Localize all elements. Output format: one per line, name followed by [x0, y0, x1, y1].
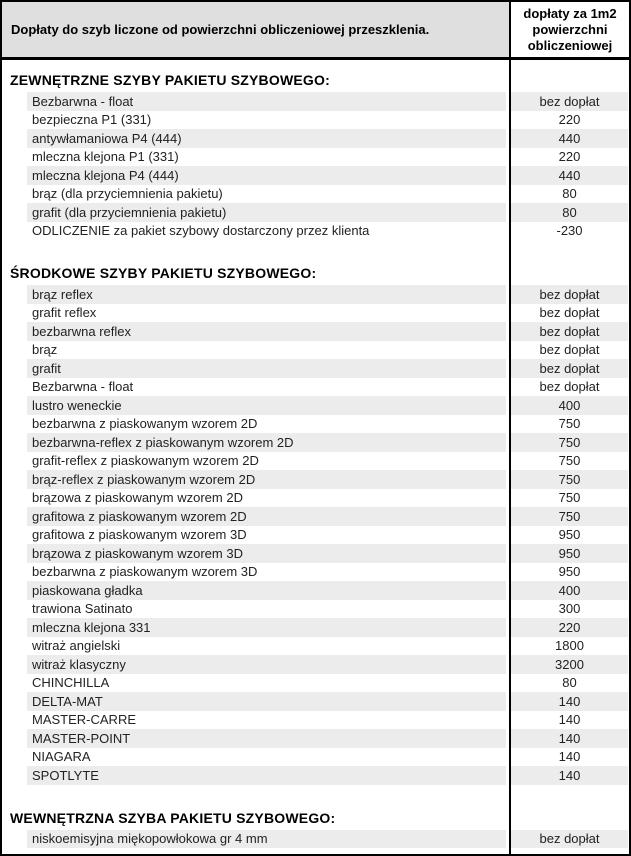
row-label: lustro weneckie — [27, 396, 506, 415]
table-header-price-column-text: dopłaty za 1m2 powierzchni obliczeniowej — [523, 5, 617, 53]
row-label: trawiona Satinato — [32, 601, 133, 617]
table-row-right-cell — [511, 166, 629, 185]
row-label: CHINCHILLA — [32, 675, 110, 691]
table-row — [2, 433, 629, 452]
table-row-right-cell — [511, 304, 629, 323]
table-row — [2, 285, 629, 304]
table-row-right-cell — [511, 203, 629, 222]
table-row-right-cell — [511, 285, 629, 304]
section-gap — [2, 240, 629, 261]
section-gap-right-cell — [511, 785, 629, 806]
table-row-left-cell — [2, 304, 511, 323]
row-value: 750 — [511, 507, 628, 526]
table-row-left-cell — [2, 507, 511, 526]
row-label: bezbarwna z piaskowanym wzorem 3D — [32, 564, 258, 580]
row-label: Bezbarwna - float — [32, 379, 134, 395]
row-label: witraż angielski — [32, 638, 121, 654]
table-row — [2, 203, 629, 222]
table-row-left-cell — [2, 830, 511, 849]
row-value: 750 — [558, 416, 581, 432]
table-row — [2, 526, 629, 545]
row-label: antywłamaniowa P4 (444) — [27, 129, 506, 148]
table-row — [2, 729, 629, 748]
row-value: bez dopłat — [539, 305, 600, 321]
table-row — [2, 674, 629, 693]
table-row-left-cell — [2, 203, 511, 222]
section-header-left-cell — [2, 261, 511, 285]
table-row — [2, 185, 629, 204]
table-row-right-cell — [511, 618, 629, 637]
table-row-right-cell — [511, 563, 629, 582]
table-row-left-cell — [2, 655, 511, 674]
section-header-right-cell — [511, 261, 629, 285]
table-row-left-cell — [2, 637, 511, 656]
table-row-right-cell — [511, 544, 629, 563]
table-header-row — [2, 2, 629, 60]
table-row-left-cell — [2, 729, 511, 748]
row-value: 750 — [511, 433, 628, 452]
row-value: 220 — [511, 618, 628, 637]
row-label: brązowa z piaskowanym wzorem 2D — [32, 490, 243, 506]
table-header-price-column — [511, 2, 629, 57]
section-gap — [2, 785, 629, 806]
section-header-left-cell — [2, 806, 511, 830]
table-row-left-cell — [2, 544, 511, 563]
row-value: bez dopłat — [511, 359, 628, 378]
row-value: 1800 — [555, 638, 584, 654]
table-row — [2, 830, 629, 849]
table-row-left-cell — [2, 433, 511, 452]
table-row — [2, 111, 629, 130]
row-value: 750 — [511, 470, 628, 489]
table-row-left-cell — [2, 581, 511, 600]
table-bottom-filler-left-cell — [2, 848, 511, 854]
row-value: -230 — [556, 223, 583, 239]
table-row-left-cell — [2, 674, 511, 693]
row-label: mleczna klejona P1 (331) — [32, 149, 179, 165]
table-row — [2, 396, 629, 415]
table-row-right-cell — [511, 433, 629, 452]
table-row-left-cell — [2, 92, 511, 111]
row-label: brąz — [32, 342, 58, 358]
row-label: grafit-reflex z piaskowanym wzorem 2D — [32, 453, 259, 469]
row-label: bezbarwna z piaskowanym wzorem 2D — [32, 416, 258, 432]
table-row-right-cell — [511, 692, 629, 711]
table-row-right-cell — [511, 222, 629, 241]
row-value: 400 — [511, 396, 628, 415]
table-row — [2, 359, 629, 378]
row-value: 80 — [562, 186, 577, 202]
table-row-right-cell — [511, 359, 629, 378]
table-row-right-cell — [511, 185, 629, 204]
table-row-left-cell — [2, 470, 511, 489]
table-row-left-cell — [2, 378, 511, 397]
row-value: bez dopłat — [511, 92, 628, 111]
table-row-right-cell — [511, 341, 629, 360]
row-value: 140 — [558, 712, 581, 728]
row-value: 140 — [511, 729, 628, 748]
table-row-left-cell — [2, 692, 511, 711]
section-header — [2, 68, 629, 92]
table-row-left-cell — [2, 600, 511, 619]
row-value: 750 — [558, 490, 581, 506]
table-row — [2, 600, 629, 619]
table-row-right-cell — [511, 830, 629, 849]
section-gap — [2, 60, 629, 68]
table-row — [2, 581, 629, 600]
section-title: ZEWNĘTRZNE SZYBY PAKIETU SZYBOWEGO: — [10, 72, 330, 88]
table-row — [2, 711, 629, 730]
section-title: WEWNĘTRZNA SZYBA PAKIETU SZYBOWEGO: — [10, 809, 336, 826]
table-row-right-cell — [511, 526, 629, 545]
table-row-right-cell — [511, 322, 629, 341]
table-row — [2, 618, 629, 637]
row-label: grafit — [27, 359, 506, 378]
table-row-left-cell — [2, 148, 511, 167]
table-row-left-cell — [2, 129, 511, 148]
table-row — [2, 92, 629, 111]
row-value: 140 — [511, 766, 628, 785]
row-value: 80 — [562, 675, 577, 691]
table-row-left-cell — [2, 111, 511, 130]
table-row-left-cell — [2, 285, 511, 304]
row-value: bez dopłat — [511, 322, 628, 341]
row-label: witraż klasyczny — [27, 655, 506, 674]
table-row — [2, 507, 629, 526]
row-label: mleczna klejona P4 (444) — [27, 166, 506, 185]
table-header-description — [2, 2, 511, 57]
section-gap-left-cell — [2, 785, 511, 806]
table-row-left-cell — [2, 415, 511, 434]
row-label: mleczna klejona 331 — [27, 618, 506, 637]
table-bottom-filler — [2, 848, 629, 854]
row-label: bezbarwna-reflex z piaskowanym wzorem 2D — [27, 433, 506, 452]
table-row-left-cell — [2, 166, 511, 185]
table-row — [2, 129, 629, 148]
row-value: 220 — [558, 149, 581, 165]
row-value: 950 — [558, 564, 581, 580]
table-row-left-cell — [2, 618, 511, 637]
table-row-right-cell — [511, 396, 629, 415]
table-row-right-cell — [511, 129, 629, 148]
row-label: piaskowana gładka — [27, 581, 506, 600]
table-row-left-cell — [2, 341, 511, 360]
table-row — [2, 222, 629, 241]
table-row — [2, 655, 629, 674]
table-row — [2, 489, 629, 508]
table-row — [2, 378, 629, 397]
row-label: niskoemisyjna miękopowłokowa gr 4 mm — [27, 830, 506, 849]
table-row-right-cell — [511, 766, 629, 785]
table-row-right-cell — [511, 729, 629, 748]
table-row-right-cell — [511, 148, 629, 167]
table-row-right-cell — [511, 92, 629, 111]
section-header-right-cell — [511, 68, 629, 92]
section-header — [2, 261, 629, 285]
table-row — [2, 563, 629, 582]
row-label: brązowa z piaskowanym wzorem 3D — [27, 544, 506, 563]
row-value: 80 — [511, 203, 628, 222]
row-value: bez dopłat — [539, 342, 600, 358]
table-row — [2, 692, 629, 711]
row-value: bez dopłat — [511, 285, 628, 304]
table-row-right-cell — [511, 600, 629, 619]
row-value: bez dopłat — [511, 830, 628, 849]
row-label: grafit (dla przyciemnienia pakietu) — [27, 203, 506, 222]
table-row — [2, 415, 629, 434]
table-row-right-cell — [511, 489, 629, 508]
row-label: brąz reflex — [27, 285, 506, 304]
table-row — [2, 322, 629, 341]
section-title: ŚRODKOWE SZYBY PAKIETU SZYBOWEGO: — [10, 265, 317, 281]
table-row-right-cell — [511, 637, 629, 656]
row-label: brąz (dla przyciemnienia pakietu) — [32, 186, 223, 202]
table-row-left-cell — [2, 748, 511, 767]
row-label: NIAGARA — [32, 749, 91, 765]
table-row — [2, 452, 629, 471]
section-gap-left-cell — [2, 240, 511, 261]
table-body — [2, 60, 629, 854]
table-row-left-cell — [2, 359, 511, 378]
section-gap-left-cell — [2, 60, 511, 68]
table-row-right-cell — [511, 581, 629, 600]
row-label: bezpieczna P1 (331) — [32, 112, 152, 128]
row-label: grafitowa z piaskowanym wzorem 3D — [32, 527, 247, 543]
row-value: 950 — [558, 527, 581, 543]
table-row — [2, 304, 629, 323]
table-header-description-text: Dopłaty do szyb liczone od powierzchni obliczeniowej przeszklenia. — [11, 22, 430, 37]
table-row — [2, 637, 629, 656]
section-gap-right-cell — [511, 60, 629, 68]
row-label: grafit reflex — [32, 305, 97, 321]
row-label: bezbarwna reflex — [27, 322, 506, 341]
table-row-right-cell — [511, 452, 629, 471]
row-value: 140 — [558, 749, 581, 765]
table-row-left-cell — [2, 322, 511, 341]
row-value: 750 — [558, 453, 581, 469]
row-label: grafitowa z piaskowanym wzorem 2D — [27, 507, 506, 526]
table-row-left-cell — [2, 711, 511, 730]
row-value: 440 — [511, 129, 628, 148]
table-row-left-cell — [2, 452, 511, 471]
row-value: 400 — [511, 581, 628, 600]
row-label: brąz-reflex z piaskowanym wzorem 2D — [27, 470, 506, 489]
table-row — [2, 470, 629, 489]
row-value: bez dopłat — [539, 379, 600, 395]
row-label: Bezbarwna - float — [27, 92, 506, 111]
table-row — [2, 341, 629, 360]
table-row-right-cell — [511, 378, 629, 397]
table-row-right-cell — [511, 655, 629, 674]
table-row — [2, 748, 629, 767]
table-row-right-cell — [511, 111, 629, 130]
row-label: MASTER-CARRE — [32, 712, 137, 728]
row-label: DELTA-MAT — [27, 692, 506, 711]
table-row — [2, 766, 629, 785]
table-row-left-cell — [2, 185, 511, 204]
table-row-left-cell — [2, 526, 511, 545]
table-row-right-cell — [511, 748, 629, 767]
table-bottom-filler-right-cell — [511, 848, 629, 854]
table-row — [2, 544, 629, 563]
section-header-right-cell — [511, 806, 629, 830]
table-row — [2, 166, 629, 185]
table-row-left-cell — [2, 766, 511, 785]
row-label: ODLICZENIE za pakiet szybowy dostarczony przez klienta — [32, 223, 370, 239]
table-row-right-cell — [511, 711, 629, 730]
section-header-left-cell — [2, 68, 511, 92]
table-row-right-cell — [511, 674, 629, 693]
row-value: 140 — [511, 692, 628, 711]
row-value: 220 — [558, 112, 581, 128]
row-label: SPOTLYTE — [27, 766, 506, 785]
table-row — [2, 148, 629, 167]
table-row-left-cell — [2, 396, 511, 415]
table-row-right-cell — [511, 507, 629, 526]
row-value: 3200 — [511, 655, 628, 674]
table-row-right-cell — [511, 470, 629, 489]
section-header — [2, 806, 629, 830]
table-row-right-cell — [511, 415, 629, 434]
section-gap-right-cell — [511, 240, 629, 261]
row-value: 440 — [511, 166, 628, 185]
table-row-left-cell — [2, 563, 511, 582]
row-value: 950 — [511, 544, 628, 563]
table-row-left-cell — [2, 222, 511, 241]
table-row-left-cell — [2, 489, 511, 508]
row-label: MASTER-POINT — [27, 729, 506, 748]
row-value: 300 — [558, 601, 581, 617]
